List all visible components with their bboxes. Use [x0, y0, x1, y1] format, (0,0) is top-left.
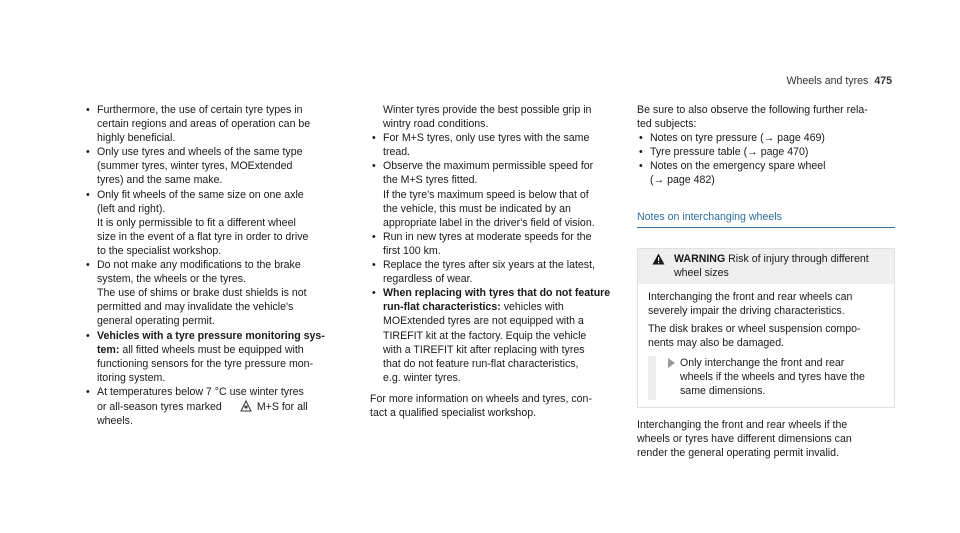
page-header: [786, 74, 892, 88]
page-link[interactable]: page 482): [664, 174, 715, 187]
column-3: Be sure to also observe the following further rela- ted subjects: • Notes on tyre pressure (→ page 469) • Tyre pressure table (→ page 470) • Notes on the emergency spare wheel (→ page 482) Notes on interchanging wheels WARNING Risk of injury through different wheel sizes Interchanging the front and rear wheels can severely impair the driving characteristics. The disk brakes or wheel suspension compo- nents may also be damaged. Only interchange the front and rear wheels if the wheels and tyres have the same dimensions. Interchanging the front and rear wheels if the wheels or tyres have different dimensions can render the general operating permit invalid.: [637, 103, 895, 460]
list-item: • Tyre pressure table (→ page 470): [637, 145, 895, 159]
page-link[interactable]: page 469): [774, 132, 825, 145]
cross-ref-arrow-icon: →: [763, 132, 775, 145]
list-item: • When replacing with tyres that do not feature run-flat characteristics: vehicles with MOExtended tyres are not equipped with a TIREFIT kit at the factory. Equip the vehicle with a TIREFIT kit after replacing with tyres that do not feature run-flat characteristics, e.g. winter tyres.: [370, 286, 620, 385]
list-item: • Furthermore, the use of certain tyre types in certain regions and areas of operation can be highly beneficial.: [84, 103, 346, 145]
section-heading: Notes on interchanging wheels: [637, 210, 895, 228]
warning-header: WARNING Risk of injury through different wheel sizes: [638, 249, 894, 284]
closing-paragraph: Interchanging the front and rear wheels if the wheels or tyres have different dimensions can render the general operating permit invalid.: [637, 418, 852, 459]
list-item: • Replace the tyres after six years at the latest, regardless of wear.: [370, 258, 620, 286]
warning-box: [637, 248, 895, 408]
list-item: • Notes on tyre pressure (→ page 469): [637, 131, 895, 145]
list-item: • Run in new tyres at moderate speeds for the first 100 km.: [370, 230, 620, 258]
list-item: • Observe the maximum permissible speed for the M+S tyres fitted. If the tyre's maximum speed is below that of the vehicle, this must be indicated by an appropriate label in the driver's field of vision.: [370, 159, 620, 229]
tip-note: Only interchange the front and rear wheels if the wheels and tyres have the same dimensions.: [648, 356, 884, 398]
page-link[interactable]: page 470): [757, 146, 809, 159]
list-item: • For M+S tyres, only use tyres with the same tread.: [370, 131, 620, 159]
list-item: • Do not make any modifications to the brake system, the wheels or the tyres. The use of shims or brake dust shields is not permitted and may invalidate the vehicle's general operating permit.: [84, 258, 346, 328]
cross-ref-arrow-icon: →: [747, 146, 758, 159]
list-item: • Notes on the emergency spare wheel (→ page 482): [637, 159, 895, 187]
list-item: • At temperatures below 7 °C use winter tyres or all-season tyres marked M+S for all wheels.: [84, 385, 346, 428]
warning-triangle-icon: [652, 253, 665, 265]
page-number: 475: [874, 75, 892, 87]
column-1: [84, 103, 346, 428]
cross-ref-arrow-icon: →: [653, 174, 665, 187]
arrow-right-icon: [668, 358, 675, 368]
snowflake-mountain-icon: [240, 399, 252, 412]
list-item: • Only use tyres and wheels of the same type (summer tyres, winter tyres, MOExtended tyres) and the same make.: [84, 145, 346, 187]
list-item: • Vehicles with a tyre pressure monitoring sys- tem: all fitted wheels must be equipped with functioning sensors for the tyre pressure mon- itoring system.: [84, 329, 346, 385]
warning-label: WARNING: [674, 252, 726, 265]
warning-body: Interchanging the front and rear wheels can severely impair the driving characteristics. The disk brakes or wheel suspension compo- nents may also be damaged. Only interchange the front and rear wheels if the wheels and tyres have the same dimensions.: [638, 284, 894, 407]
list-item: • Only fit wheels of the same size on one axle (left and right). It is only permissible to fit a different wheel size in the event of a flat tyre in order to drive to the specialist workshop.: [84, 188, 346, 258]
column-2: Winter tyres provide the best possible grip in wintry road conditions. • For M+S tyres, only use tyres with the same tread. • Observe the maximum permissible speed for the M+S tyres fitted. If the tyre's maximum speed is below that of the vehicle, this must be indicated by an appropriate label in the driver's field of vision. • Run in new tyres at moderate speeds for the first 100 km. • Replace the tyres after six years at the latest, regardless of wear. • When replacing with tyres that do not feature run-flat characteristics: vehicles with MOExtended tyres are not equipped with a TIREFIT kit at the factory. Equip the vehicle with a TIREFIT kit after replacing with tyres that do not feature run-flat characteristics, e.g. winter tyres. For more information on wheels and tyres, con- tact a qualified specialist workshop.: [370, 103, 620, 420]
section-name: Wheels and tyres: [786, 75, 869, 87]
